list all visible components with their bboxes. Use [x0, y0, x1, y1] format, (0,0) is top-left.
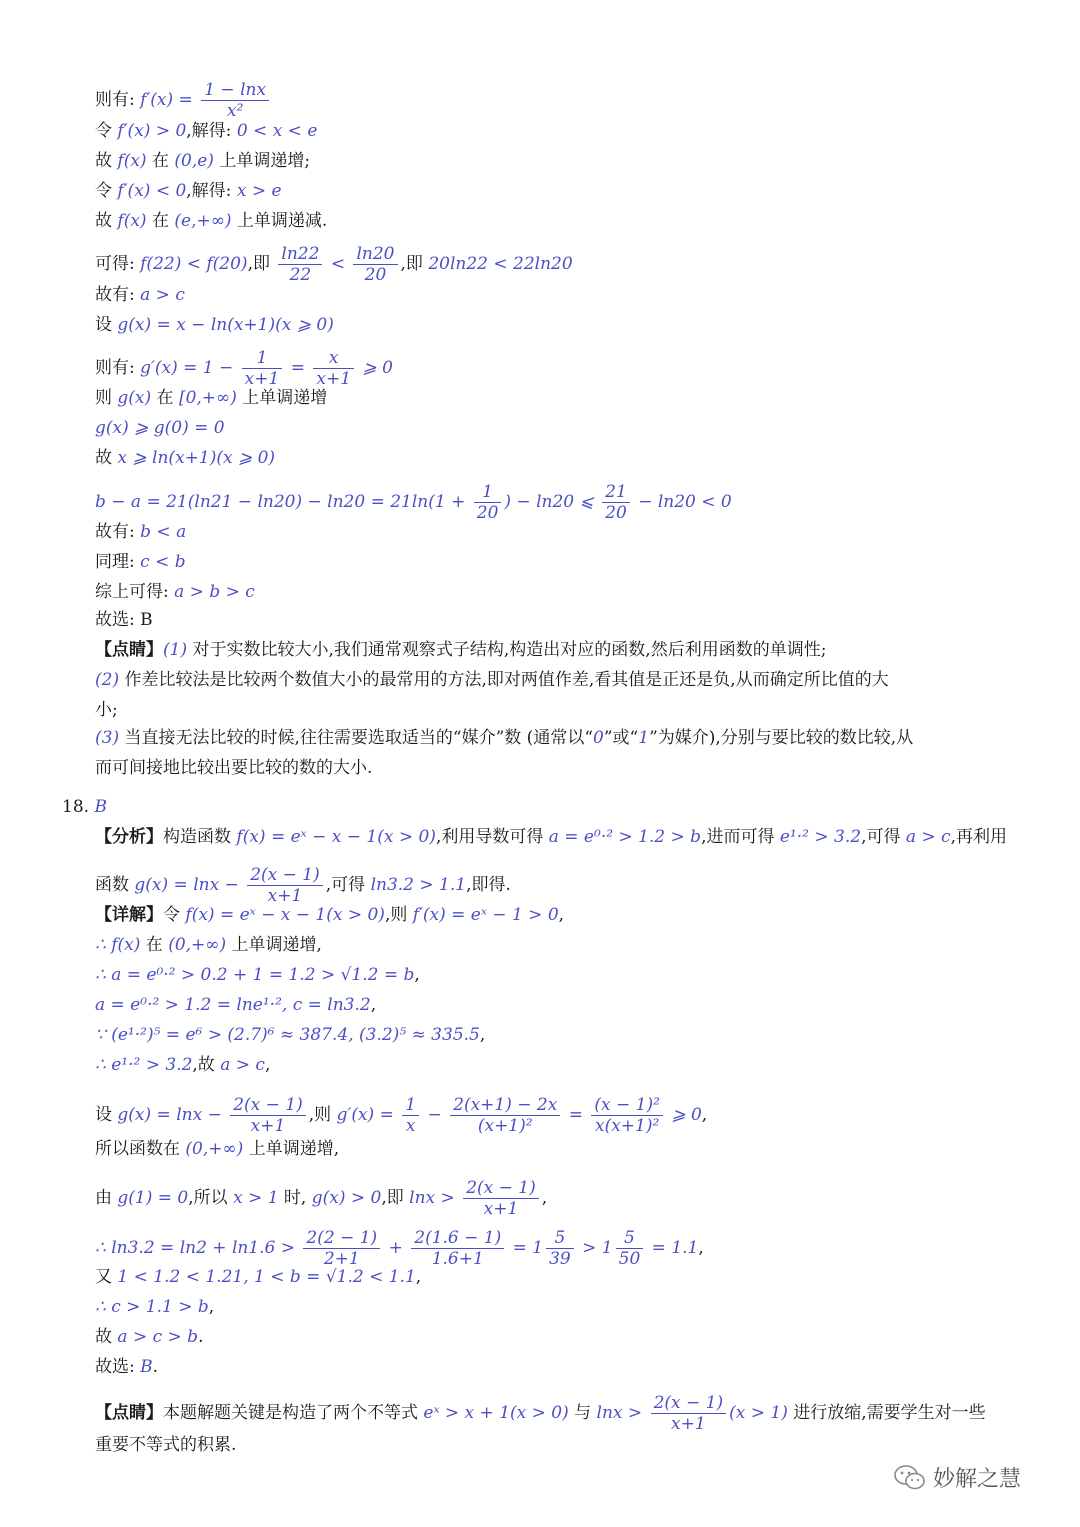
text-line: [95, 1265, 421, 1289]
text-run: ,利用导数可得: [435, 827, 549, 847]
text-line: [95, 482, 732, 523]
text-run: 进行放缩,需要学生对一些: [787, 1403, 986, 1423]
math-expression: f′(x) < 0: [117, 181, 187, 201]
question-answer: B: [94, 797, 107, 817]
text-run: 令: [163, 905, 186, 925]
text-run: 上单调递增,: [226, 935, 322, 955]
text-line: [95, 1295, 214, 1319]
text-run: 在: [140, 935, 169, 955]
text-run: 对于实数比较大小,我们通常观察式子结构,构造出对应的函数,然后利用函数的单调性;: [187, 640, 827, 660]
math-expression: a = e⁰·² > 1.2 > b: [548, 827, 702, 847]
fraction-denominator: 1.6+1: [431, 1249, 484, 1269]
text-run: ,: [208, 1297, 215, 1317]
math-expression: (0,+∞): [185, 1139, 244, 1159]
text-run: ,: [701, 1105, 708, 1125]
text-run: 与: [568, 1403, 597, 1423]
math-expression: (x > 1): [729, 1403, 788, 1423]
fraction-denominator: 50: [618, 1249, 641, 1269]
math-expression: lnx >: [596, 1403, 648, 1423]
math-expression: (e,+∞): [174, 211, 232, 231]
text-run: ,则: [384, 905, 413, 925]
text-line: [95, 1095, 707, 1136]
math-expression: g′(x) = 1 −: [140, 358, 239, 378]
fraction-numerator: x: [313, 348, 354, 369]
fraction: [247, 865, 323, 906]
fraction: [201, 80, 269, 121]
math-expression: g(x) ⩾ g(0) = 0: [95, 418, 225, 438]
text-run: ,可得: [325, 875, 371, 895]
text-run: 上单调递增;: [213, 151, 311, 171]
fraction-numerator: ln20: [353, 244, 397, 265]
text-line: [95, 1053, 270, 1077]
text-run: 由: [95, 1188, 118, 1208]
text-line: [95, 550, 186, 574]
question-number: [62, 795, 107, 819]
fraction: [450, 1095, 560, 1136]
text-run: ,解得:: [186, 181, 237, 201]
text-run: ,即: [381, 1188, 410, 1208]
fraction: [651, 1393, 727, 1434]
math-expression: − ln20 < 0: [632, 492, 732, 512]
fraction-denominator: x+1: [250, 1116, 286, 1136]
math-expression: =: [563, 1105, 589, 1125]
text-run: 本题解题关键是构造了两个不等式: [163, 1403, 424, 1423]
fraction-numerator: 5: [546, 1228, 574, 1249]
math-expression: a > c > b: [117, 1327, 199, 1347]
text-line: [95, 80, 272, 121]
text-run: 设: [95, 315, 118, 335]
text-run: 所以函数在: [95, 1139, 186, 1159]
math-expression: 20ln22 < 22ln20: [428, 254, 573, 274]
section-label: 【详解】: [95, 905, 163, 925]
fraction-denominator: x²: [226, 101, 244, 121]
text-line: [95, 416, 225, 440]
math-expression: ∴ f(x): [95, 935, 141, 955]
text-run: ,: [479, 1025, 486, 1045]
fraction-denominator: x+1: [267, 886, 303, 906]
math-expression: <: [325, 254, 351, 274]
math-expression: b < a: [140, 522, 187, 542]
math-expression: e¹·² > 3.2: [779, 827, 862, 847]
fraction: [230, 1095, 306, 1136]
text-run: 在: [146, 151, 175, 171]
fraction: [546, 1228, 574, 1269]
math-expression: f(x) = eˣ − x − 1(x > 0): [185, 905, 385, 925]
math-expression: a > c: [140, 285, 185, 305]
math-expression: ⩾ 0: [665, 1105, 702, 1125]
fraction-denominator: x+1: [483, 1199, 519, 1219]
math-expression: = 1: [507, 1238, 544, 1258]
text-line: [95, 149, 310, 173]
text-run: 设: [95, 1105, 118, 1125]
fraction-denominator: 2+1: [323, 1249, 360, 1269]
math-expression: 0 < x < e: [236, 121, 318, 141]
text-run: 令: [95, 121, 118, 141]
math-expression: f′(x) =: [140, 90, 199, 110]
text-line: [95, 698, 118, 722]
text-run: ,所以: [188, 1188, 234, 1208]
math-expression: ∴ c > 1.1 > b: [95, 1297, 209, 1317]
math-expression: g′(x) =: [336, 1105, 400, 1125]
fraction-numerator: 2(x − 1): [463, 1178, 539, 1199]
math-expression: g(x): [117, 388, 152, 408]
fraction: [591, 1095, 663, 1136]
fraction-numerator: 1: [474, 482, 502, 503]
fraction: [602, 482, 630, 523]
fraction-numerator: 2(1.6 − 1): [411, 1228, 504, 1249]
fraction: [474, 482, 502, 523]
math-expression: ln3.2 > 1.1: [370, 875, 467, 895]
fraction: [278, 244, 322, 285]
math-expression: B: [140, 1357, 153, 1377]
watermark-logo: [893, 1462, 1021, 1493]
text-run: 综上可得:: [95, 582, 175, 602]
text-run: ,即: [247, 254, 276, 274]
math-expression: g(x) > 0: [311, 1188, 382, 1208]
section-label: 【分析】: [95, 827, 163, 847]
text-run: ,可得: [861, 827, 906, 847]
text-run: ,进而可得: [701, 827, 780, 847]
math-expression: f(x): [117, 151, 147, 171]
math-expression: ⩾ 0: [357, 358, 393, 378]
math-expression: ∴ ln3.2 = ln2 + ln1.6 >: [95, 1238, 301, 1258]
text-line: [95, 963, 420, 987]
text-line: [95, 446, 275, 470]
text-line: [95, 1355, 158, 1379]
text-run: ,: [415, 1267, 422, 1287]
text-line: [95, 903, 564, 927]
math-expression: [0,+∞): [178, 388, 237, 408]
text-run: 构造函数: [163, 827, 237, 847]
math-expression: x > 1: [233, 1188, 279, 1208]
wechat-icon: [893, 1463, 927, 1493]
fraction-denominator: x+1: [244, 369, 280, 389]
text-line: [95, 825, 1007, 849]
math-expression: = 1.1: [646, 1238, 699, 1258]
section-label: 【点睛】: [95, 640, 163, 660]
section-label: 【点睛】: [95, 1403, 163, 1423]
text-run: 故: [95, 151, 118, 171]
text-line: [95, 756, 372, 780]
text-run: ,即: [400, 254, 429, 274]
text-run: 小;: [95, 700, 118, 720]
math-expression: ∴ e¹·² > 3.2: [95, 1055, 193, 1075]
fraction-denominator: 20: [364, 265, 387, 285]
math-expression: g(x) = lnx −: [134, 875, 245, 895]
fraction-numerator: 2(x − 1): [651, 1393, 727, 1414]
question-number-label: 18.: [62, 797, 90, 817]
math-expression: x ⩾ ln(x+1)(x ⩾ 0): [117, 448, 276, 468]
text-run: 在: [146, 211, 175, 231]
fraction-denominator: 39: [549, 1249, 571, 1269]
math-expression: =: [285, 358, 311, 378]
text-line: [95, 209, 327, 233]
fraction-numerator: 1 − lnx: [201, 80, 269, 101]
text-run: 上单调递减.: [231, 211, 328, 231]
text-line: [95, 1433, 236, 1457]
text-line: [95, 244, 573, 285]
text-run: 则: [95, 388, 118, 408]
fraction: [463, 1178, 539, 1219]
math-expression: (0,+∞): [168, 935, 227, 955]
text-run: 时,: [278, 1188, 312, 1208]
math-expression: a > c: [905, 827, 951, 847]
text-run: .: [152, 1357, 159, 1377]
math-expression: ∴ a = e⁰·² > 0.2 + 1 = 1.2 > √1.2 = b: [95, 965, 415, 985]
text-run: 当直接无法比较的时候,往往需要选取适当的“媒介”数 (通常以“: [119, 728, 594, 748]
text-run: 重要不等式的积累.: [95, 1435, 237, 1455]
text-line: [95, 119, 317, 143]
math-expression: x > e: [236, 181, 282, 201]
math-expression: a > c: [220, 1055, 265, 1075]
text-run: 可得:: [95, 254, 141, 274]
text-line: [95, 580, 255, 604]
text-run: 又: [95, 1267, 118, 1287]
text-run: 则有:: [95, 90, 141, 110]
text-run: 作差比较法是比较两个数值大小的最常用的方法,即对两值作差,看其值是正还是负,从而确定所比值的大: [119, 670, 889, 690]
text-line: [95, 726, 913, 750]
math-expression: −: [422, 1105, 448, 1125]
text-run: .: [198, 1327, 204, 1347]
text-run: ,: [558, 905, 565, 925]
text-run: ”为媒介),分别与要比较的数比较,从: [649, 728, 914, 748]
text-run: ,再利用: [950, 827, 1007, 847]
math-expression: 1: [638, 728, 650, 748]
fraction-denominator: (x+1)²: [477, 1116, 533, 1136]
math-expression: ∵ (e¹·²)⁵ = e⁶ > (2.7)⁶ ≈ 387.4, (3.2)⁵ ≈ 335.5: [95, 1025, 480, 1045]
text-run: ,: [264, 1055, 271, 1075]
text-line: [95, 1137, 339, 1161]
text-run: 故选: B: [95, 610, 153, 630]
fraction: [402, 1095, 419, 1136]
text-run: 上单调递增,: [243, 1139, 340, 1159]
math-expression: f(x): [117, 211, 147, 231]
text-line: [95, 520, 186, 544]
text-run: ,: [698, 1238, 704, 1258]
text-run: 故有:: [95, 285, 141, 305]
fraction: [411, 1228, 504, 1269]
fraction-numerator: 21: [602, 482, 630, 503]
math-expression: g(1) = 0: [117, 1188, 189, 1208]
text-run: 在: [151, 388, 179, 408]
math-expression: 1 < 1.2 < 1.21, 1 < b = √1.2 < 1.1: [117, 1267, 416, 1287]
math-expression: f(22) < f(20): [140, 254, 248, 274]
text-run: ,即得.: [466, 875, 511, 895]
math-expression: g(x) = x − ln(x+1)(x ⩾ 0): [117, 315, 334, 335]
text-line: [95, 1325, 203, 1349]
text-run: ,故: [192, 1055, 221, 1075]
math-expression: g(x) = lnx −: [117, 1105, 228, 1125]
text-run: ,解得:: [186, 121, 237, 141]
text-line: [95, 348, 393, 389]
math-expression: f(x) = eˣ − x − 1(x > 0): [236, 827, 436, 847]
text-line: [95, 993, 376, 1017]
math-expression: f′(x) > 0: [117, 121, 187, 141]
text-line: [95, 179, 282, 203]
text-line: [95, 386, 327, 410]
text-run: 故: [95, 1327, 118, 1347]
math-expression: > 1: [576, 1238, 613, 1258]
fraction-numerator: 2(x − 1): [247, 865, 323, 886]
text-line: [95, 865, 511, 906]
text-line: [95, 608, 153, 632]
text-run: ,: [414, 965, 420, 985]
math-expression: (1): [163, 640, 188, 660]
fraction-denominator: 20: [476, 503, 499, 523]
text-run: 故选:: [95, 1357, 141, 1377]
math-expression: c < b: [140, 552, 186, 572]
math-expression: a = e⁰·² > 1.2 = lne¹·², c = ln3.2: [95, 995, 371, 1015]
math-expression: a > b > c: [174, 582, 255, 602]
text-run: 上单调递增: [236, 388, 328, 408]
math-expression: ) − ln20 ⩽: [504, 492, 600, 512]
fraction-denominator: x+1: [671, 1414, 706, 1434]
math-expression: 0: [593, 728, 604, 748]
text-line: [95, 313, 334, 337]
text-line: [95, 283, 185, 307]
fraction-denominator: x: [405, 1116, 416, 1136]
math-expression: f′(x) = eˣ − 1 > 0: [412, 905, 559, 925]
fraction-numerator: 2(x − 1): [230, 1095, 306, 1116]
text-line: [95, 638, 826, 662]
text-line: [95, 1178, 547, 1219]
fraction-denominator: 20: [605, 503, 627, 523]
fraction-numerator: 2(x+1) − 2x: [450, 1095, 560, 1116]
text-run: 而可间接地比较出要比较的数的大小.: [95, 758, 373, 778]
text-run: 故: [95, 448, 118, 468]
fraction-denominator: 22: [289, 265, 312, 285]
math-expression: b − a = 21(ln21 − ln20) − ln20 = 21ln(1 +: [95, 492, 471, 512]
fraction: [313, 348, 354, 389]
fraction-numerator: 1: [242, 348, 283, 369]
fraction-numerator: ln22: [278, 244, 322, 265]
fraction-numerator: 1: [402, 1095, 419, 1116]
text-run: 故有:: [95, 522, 141, 542]
watermark-text: 妙解之慧: [933, 1467, 1022, 1492]
fraction: [353, 244, 397, 285]
fraction-denominator: x(x+1)²: [594, 1116, 660, 1136]
text-line: [95, 1393, 986, 1434]
text-line: [95, 933, 322, 957]
math-expression: (3): [95, 728, 120, 748]
math-expression: (2): [95, 670, 120, 690]
math-expression: +: [383, 1238, 409, 1258]
text-run: ”或“: [603, 728, 639, 748]
fraction: [303, 1228, 380, 1269]
text-run: ,: [541, 1188, 548, 1208]
math-expression: lnx >: [409, 1188, 461, 1208]
text-run: 函数: [95, 875, 135, 895]
text-line: [95, 668, 889, 692]
text-run: 令: [95, 181, 118, 201]
fraction: [242, 348, 283, 389]
math-expression: eˣ > x + 1(x > 0): [423, 1403, 569, 1423]
text-line: [95, 1023, 485, 1047]
fraction-numerator: 5: [616, 1228, 644, 1249]
text-run: ,: [370, 995, 377, 1015]
fraction: [616, 1228, 644, 1269]
text-run: 同理:: [95, 552, 141, 572]
fraction-numerator: (x − 1)²: [591, 1095, 663, 1116]
fraction-numerator: 2(2 − 1): [303, 1228, 380, 1249]
text-run: 则有:: [95, 358, 141, 378]
math-expression: (0,e): [174, 151, 214, 171]
text-line: [95, 1228, 704, 1269]
fraction-denominator: x+1: [316, 369, 352, 389]
text-run: ,则: [308, 1105, 337, 1125]
text-run: 故: [95, 211, 118, 231]
